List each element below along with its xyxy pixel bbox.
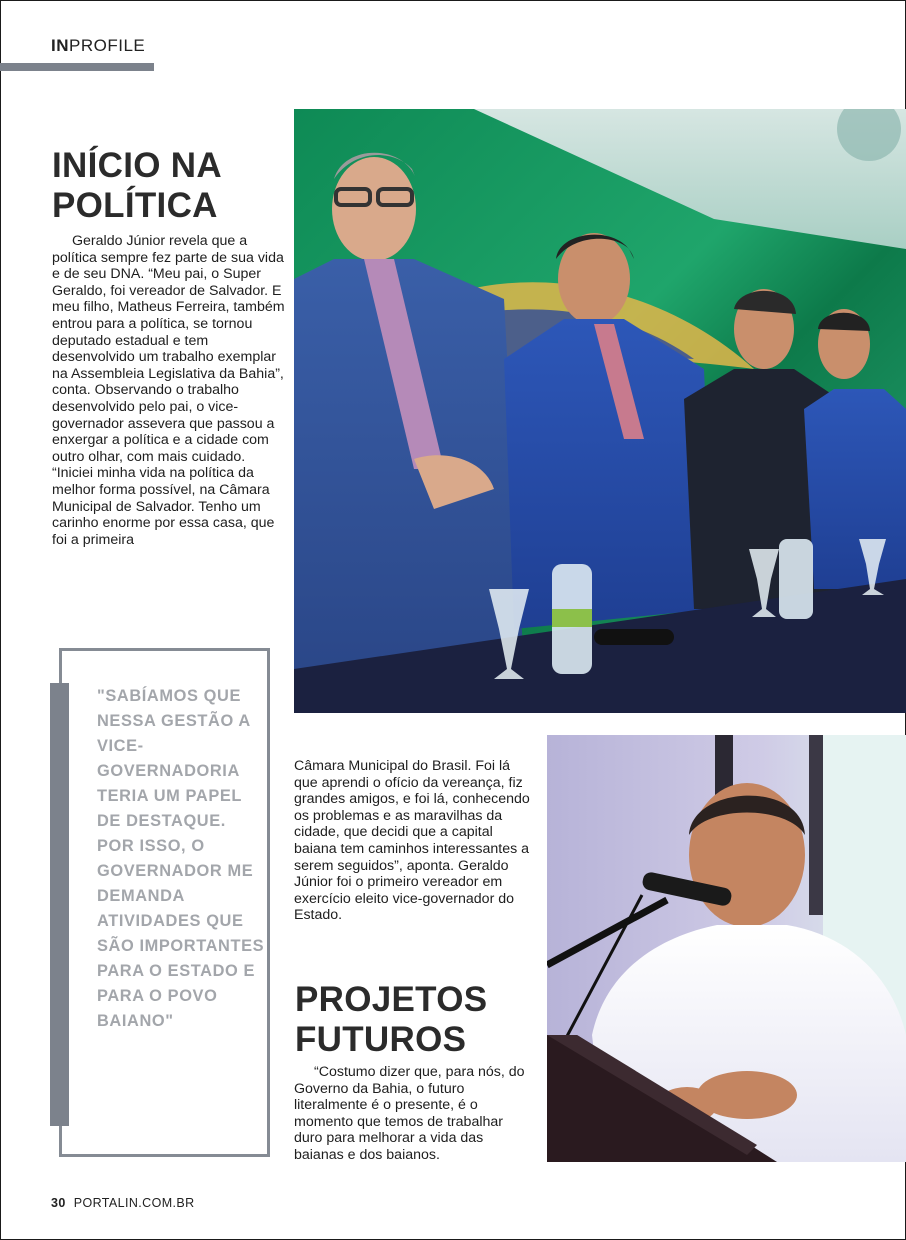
pull-quote-text: "SABÍAMOS QUE NESSA GESTÃO A VICE-GOVERNADORIA TERIA UM PAPEL DE DESTAQUE. POR ISSO, O GOVERNADOR ME DEMANDA ATIVIDADES QUE SÃO IMPORTANTES PARA O ESTADO E PARA O POVO BAIANO" — [97, 687, 265, 1030]
section-label-light: PROFILE — [69, 36, 146, 55]
photo-speaker-at-podium — [547, 735, 906, 1162]
article-column-1: Geraldo Júnior revela que a política sempre fez parte de sua vida e de seu DNA. “Meu pai, o Super Geraldo, foi vereador de Salvador. E meu filho, Matheus Ferreira, também entrou para a política, se tornou deputado estadual e tem desenvolvido um trabalho exemplar na Assembleia Legislativa da Bahia”, conta. Observando o trabalho desenvolvido pelo pai, o vice-governador assevera que passou a enxergar a política e a cidade com outro olhar, com mais cuidado. “Iniciei minha vida na política da melhor forma possível, na Câmara Municipal de Salvador. Tenho um carinho enorme por essa casa, que foi a primeira — [52, 233, 285, 548]
page-footer — [51, 1196, 195, 1210]
article-column-2a: Câmara Municipal do Brasil. Foi lá que aprendi o ofício da vereança, fiz grandes amigos, e foi lá, conhecendo os problemas e as maravilhas da cidade, que decidi que a capital baiana tem caminhos interessantes a serem seguidos”, aponta. Geraldo Júnior foi o primeiro vereador em exercício eleito vice-governador do Estado. — [294, 758, 530, 924]
page-number: 30 — [51, 1196, 66, 1210]
heading-inicio-na-politica: INÍCIO NA POLÍTICA — [52, 146, 221, 225]
photo-speaker-illustration — [547, 735, 906, 1162]
site-url: PORTALIN.COM.BR — [73, 1196, 195, 1210]
section-bar — [0, 63, 154, 71]
photo-officials-illustration — [294, 109, 906, 713]
section-label-bold: IN — [51, 36, 69, 55]
pull-quote-bar — [50, 683, 69, 1126]
heading-projetos-futuros: PROJETOS FUTUROS — [295, 980, 488, 1059]
article-column-2b: “Costumo dizer que, para nós, do Governo da Bahia, o futuro literalmente é o presente, é o momento que temos de trabalhar duro para melhorar a vida das baianas e dos baianos. — [294, 1064, 525, 1163]
section-label — [51, 36, 145, 56]
photo-officials-at-table — [294, 109, 906, 713]
